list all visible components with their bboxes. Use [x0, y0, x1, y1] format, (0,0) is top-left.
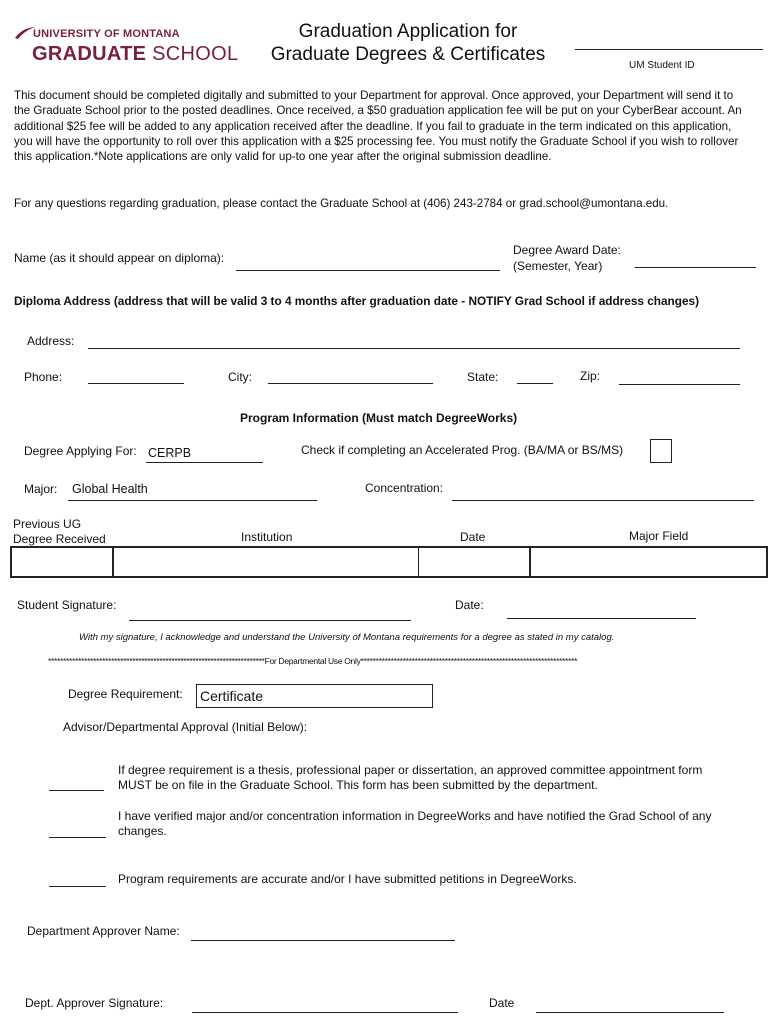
accelerated-checkbox[interactable]: [650, 439, 672, 463]
initial-field-3[interactable]: [49, 886, 106, 887]
phone-label: Phone:: [24, 370, 63, 384]
approver-name-label: Department Approver Name:: [27, 924, 180, 938]
address-label: Address:: [27, 334, 75, 348]
previous-date-cell[interactable]: [418, 546, 530, 578]
departmental-use-divider: ************************************************************************For Departmental Use Only************************************************************************: [48, 656, 578, 666]
check-thesis-text: If degree requirement is a thesis, professional paper or dissertation, an approved committee appointment form MUST be on file in the Graduate School. This form has been submitted by the department.: [118, 763, 703, 793]
name-field[interactable]: [236, 270, 500, 271]
degree-requirement-field[interactable]: [196, 684, 433, 708]
concentration-label: Concentration:: [365, 481, 444, 495]
signature-date-label: Date:: [455, 598, 484, 612]
accelerated-label: Check if completing an Accelerated Prog. (BA/MA or BS/MS): [301, 443, 624, 457]
major-label: Major:: [24, 482, 58, 496]
university-logo: [14, 24, 244, 69]
approver-name-field[interactable]: [191, 940, 455, 941]
approver-signature-field[interactable]: [192, 1012, 458, 1013]
previous-major-cell[interactable]: [530, 546, 768, 578]
student-signature-field[interactable]: [129, 620, 411, 621]
previous-ug-label-1: Previous UG: [13, 517, 82, 531]
state-field[interactable]: [517, 383, 553, 384]
student-signature-label: Student Signature:: [17, 598, 117, 612]
award-date-field[interactable]: [635, 267, 756, 268]
col-institution: Institution: [241, 530, 293, 544]
advisor-approval-label: Advisor/Departmental Approval (Initial Below):: [63, 720, 308, 734]
acknowledge-text: With my signature, I acknowledge and understand the University of Montana requirements for a degree as stated in my catalog.: [79, 632, 615, 643]
title-line-1: Graduation Application for: [298, 21, 518, 42]
initial-field-2[interactable]: [49, 837, 106, 838]
intro-paragraph: This document should be completed digitally and submitted to your Department for approval. Once approved, your Department will send it to the Graduate School prior to the posted deadlines. Once received, a $50 graduation application fee will be put on your CyberBear account. An additional $25 fee will be added to any application received after the deadline. If you fail to graduate in the term indicated on this application, you will have the opportunity to roll over this application with a $25 processing fee. You must notify the Graduate School if you wish to rollover this application.*Note applications are only valid for up-to one year after the original submission deadline.: [14, 89, 742, 164]
name-label: Name (as it should appear on diploma):: [14, 251, 225, 265]
state-label: State:: [467, 370, 499, 384]
previous-degree-cell[interactable]: [10, 546, 113, 578]
approver-date-label: Date: [489, 996, 515, 1010]
zip-field[interactable]: [619, 384, 740, 385]
col-date: Date: [460, 530, 486, 544]
check-major-text: I have verified major and/or concentration information in DegreeWorks and have notified the Grad School of any changes.: [118, 809, 712, 839]
previous-ug-label-2: Degree Received: [13, 532, 106, 546]
degree-requirement-label: Degree Requirement:: [68, 687, 183, 701]
degree-requirement-value: Certificate: [200, 688, 264, 704]
col-major-field: Major Field: [629, 529, 689, 543]
degree-applying-field[interactable]: [146, 462, 263, 463]
phone-field[interactable]: [88, 383, 184, 384]
major-field[interactable]: [68, 500, 317, 501]
award-date-label-2: (Semester, Year): [513, 259, 603, 273]
degree-applying-label: Degree Applying For:: [24, 444, 137, 458]
award-date-label-1: Degree Award Date:: [513, 243, 621, 257]
check-program-text: Program requirements are accurate and/or I have submitted petitions in DegreeWorks.: [118, 872, 577, 886]
concentration-field[interactable]: [452, 500, 754, 501]
signature-date-field[interactable]: [507, 618, 696, 619]
city-label: City:: [228, 370, 252, 384]
logo-top-text: UNIVERSITY OF MONTANA: [33, 28, 180, 40]
approver-signature-label: Dept. Approver Signature:: [25, 996, 164, 1010]
major-value: Global Health: [72, 482, 148, 496]
address-field[interactable]: [88, 348, 740, 349]
approver-date-field[interactable]: [536, 1012, 724, 1013]
initial-field-1[interactable]: [49, 790, 104, 791]
page-title: [250, 20, 566, 66]
title-line-2: Graduate Degrees & Certificates: [270, 44, 546, 65]
previous-institution-cell[interactable]: [112, 546, 419, 578]
student-id-label: UM Student ID: [629, 60, 695, 71]
student-id-field[interactable]: [575, 49, 763, 50]
logo-light-text: SCHOOL: [152, 43, 239, 65]
diploma-address-heading: Diploma Address (address that will be valid 3 to 4 months after graduation date - NOTIFY Grad School if address changes): [14, 294, 700, 308]
logo-main-text: [32, 43, 238, 66]
contact-text: For any questions regarding graduation, please contact the Graduate School at (406) 243-2784 or grad.school@umontana.edu.: [14, 197, 669, 210]
program-info-heading: Program Information (Must match DegreeWorks): [240, 411, 518, 425]
zip-label: Zip:: [580, 369, 601, 383]
degree-applying-value: CERPB: [148, 446, 192, 460]
city-field[interactable]: [268, 383, 433, 384]
logo-bold-text: GRADUATE: [32, 43, 147, 65]
